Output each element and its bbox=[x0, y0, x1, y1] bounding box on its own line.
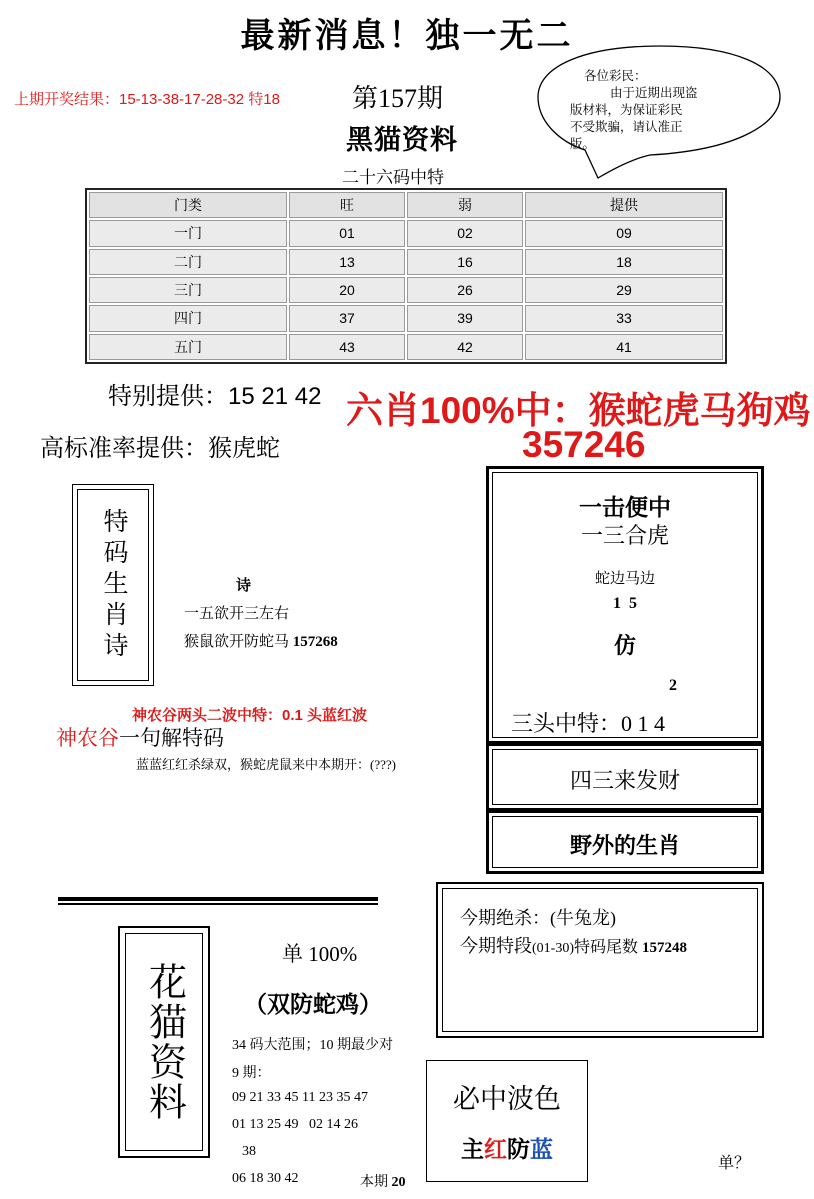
table-header-cell: 弱 bbox=[407, 192, 523, 218]
sisan-text: 四三来发财 bbox=[569, 768, 680, 793]
fang-text: 仿 bbox=[613, 633, 636, 658]
this-issue-label: 本期 bbox=[360, 1175, 392, 1190]
table-cell: 02 bbox=[407, 220, 523, 246]
jue-line-1: 今期绝杀：(牛兔龙) bbox=[460, 908, 616, 928]
number-table bbox=[85, 188, 727, 364]
table-cell: 13 bbox=[289, 249, 405, 275]
table-cell: 16 bbox=[407, 249, 523, 275]
table-cell: 五门 bbox=[89, 334, 287, 360]
table-header-row bbox=[89, 192, 723, 218]
poem-heading: 诗 bbox=[236, 578, 252, 594]
jue-line-2-number: 157248 bbox=[642, 940, 688, 956]
yiji-text: 一击便中 bbox=[579, 495, 671, 520]
shennong-title: 神农谷两头二波中特：0.1 头蓝红波 bbox=[132, 707, 368, 724]
notice-line: 不受欺骗，请认准正 bbox=[570, 120, 683, 134]
table-header-cell: 旺 bbox=[289, 192, 405, 218]
right-panel bbox=[486, 466, 764, 874]
table-cell: 20 bbox=[289, 277, 405, 303]
shennong-heading bbox=[56, 722, 224, 752]
table-cell: 18 bbox=[525, 249, 723, 275]
jue-line-2 bbox=[460, 932, 687, 958]
poem-line-1: 一五欲开三左右 bbox=[184, 606, 290, 622]
divider-thin bbox=[58, 903, 378, 905]
this-issue-number: 20 bbox=[391, 1175, 406, 1190]
table-cell: 四门 bbox=[89, 305, 287, 331]
table-cell: 37 bbox=[289, 305, 405, 331]
two-text: 2 bbox=[669, 677, 677, 694]
jue-line-2-c: 特码尾数 bbox=[574, 939, 643, 956]
nums-line-4: 06 18 30 42 bbox=[232, 1171, 299, 1186]
table-cell: 33 bbox=[525, 305, 723, 331]
table-row bbox=[89, 334, 723, 360]
yiji-box bbox=[486, 466, 764, 744]
notice-line: 版。 bbox=[570, 137, 596, 151]
dan-text: 单 100% bbox=[282, 942, 358, 966]
poem-box bbox=[72, 484, 154, 686]
table-cell: 一门 bbox=[89, 220, 287, 246]
heimao-title: 黑猫资料 bbox=[346, 125, 458, 155]
nums-line-3: 38 bbox=[242, 1144, 256, 1159]
table-cell: 二门 bbox=[89, 249, 287, 275]
nine-text: 9 期： bbox=[232, 1066, 271, 1081]
jue-box bbox=[436, 882, 764, 1038]
table-header-cell: 提供 bbox=[525, 192, 723, 218]
bizhong-zhu: 主 bbox=[461, 1137, 484, 1162]
nums-line-1: 09 21 33 45 11 23 35 47 bbox=[232, 1090, 368, 1105]
table-cell: 01 bbox=[289, 220, 405, 246]
jue-line-2-a: 今期特段 bbox=[460, 936, 532, 956]
poem-line-2-number: 157268 bbox=[292, 634, 338, 650]
table-row bbox=[89, 249, 723, 275]
shuang-text: （双防蛇鸡） bbox=[244, 992, 382, 1017]
sisan-box bbox=[486, 743, 764, 811]
last-result: 上期开奖结果：15-13-38-17-28-32 特18 bbox=[14, 91, 280, 108]
table-cell: 42 bbox=[407, 334, 523, 360]
nums-text: 1 5 bbox=[613, 595, 637, 612]
huamao-box-inner bbox=[125, 933, 203, 1151]
shennong-heading-red: 神农谷 bbox=[56, 727, 119, 750]
table-cell: 09 bbox=[525, 220, 723, 246]
notice-text bbox=[570, 68, 764, 153]
jue-line-2-range: (01-30) bbox=[532, 941, 574, 956]
table-cell: 39 bbox=[407, 305, 523, 331]
poem-line-2-text: 猴鼠欲开防蛇马 bbox=[184, 634, 293, 650]
six-zodiac-code: 357246 bbox=[522, 424, 646, 465]
special-offer: 特别提供：15 21 42 bbox=[108, 383, 322, 410]
issue-number: 第157期 bbox=[352, 84, 444, 113]
table-cell: 43 bbox=[289, 334, 405, 360]
table-header-cell: 门类 bbox=[89, 192, 287, 218]
notice-line: 版材料，为保证彩民 bbox=[570, 103, 683, 117]
bizhong-box bbox=[426, 1060, 588, 1182]
table-row bbox=[89, 305, 723, 331]
subtitle: 二十六码中特 bbox=[342, 168, 444, 187]
shennong-heading-black: 一句解特码 bbox=[119, 727, 224, 750]
six-zodiac: 六肖100%中：猴蛇虎马狗鸡 bbox=[346, 390, 811, 431]
table-cell: 41 bbox=[525, 334, 723, 360]
sanhe-text: 一三合虎 bbox=[580, 523, 669, 548]
bizhong-title: 必中波色 bbox=[453, 1084, 561, 1114]
table-cell: 三门 bbox=[89, 277, 287, 303]
bizhong-lan: 蓝 bbox=[530, 1137, 553, 1162]
huamao-box bbox=[118, 926, 210, 1158]
poem-line-2 bbox=[184, 630, 338, 651]
table-row bbox=[89, 220, 723, 246]
bizhong-colors bbox=[427, 1131, 587, 1164]
yewai-box bbox=[486, 810, 764, 874]
notice-line: 各位彩民： bbox=[584, 69, 647, 83]
shennong-desc: 蓝蓝红红杀绿双，猴蛇虎鼠来中本期开：(???) bbox=[136, 757, 396, 772]
main-title: 最新消息！独一无二 bbox=[240, 18, 574, 55]
huamao-title: 花猫资料 bbox=[142, 962, 185, 1122]
bizhong-fang: 防 bbox=[507, 1137, 530, 1162]
divider-thick bbox=[58, 897, 378, 901]
notice-line: 由于近期出现盗 bbox=[610, 86, 698, 100]
high-accuracy: 高标准率提供：猴虎蛇 bbox=[40, 435, 280, 462]
poem-box-title: 特码生肖诗 bbox=[100, 507, 127, 663]
table-row bbox=[89, 277, 723, 303]
bizhong-hong: 红 bbox=[484, 1137, 507, 1162]
table-cell: 26 bbox=[407, 277, 523, 303]
nums-line-2: 01 13 25 49 02 14 26 bbox=[232, 1117, 358, 1132]
santou-text: 三头中特：0 1 4 bbox=[511, 711, 666, 736]
poem-box-inner bbox=[77, 489, 149, 681]
dan-question: 单？ bbox=[718, 1155, 751, 1172]
snake-horse-text: 蛇边马边 bbox=[594, 571, 655, 587]
this-issue bbox=[360, 1171, 406, 1191]
range-text: 34 码大范围；10 期最少对 bbox=[232, 1038, 393, 1053]
yewai-text: 野外的生肖 bbox=[569, 833, 680, 858]
table-cell: 29 bbox=[525, 277, 723, 303]
